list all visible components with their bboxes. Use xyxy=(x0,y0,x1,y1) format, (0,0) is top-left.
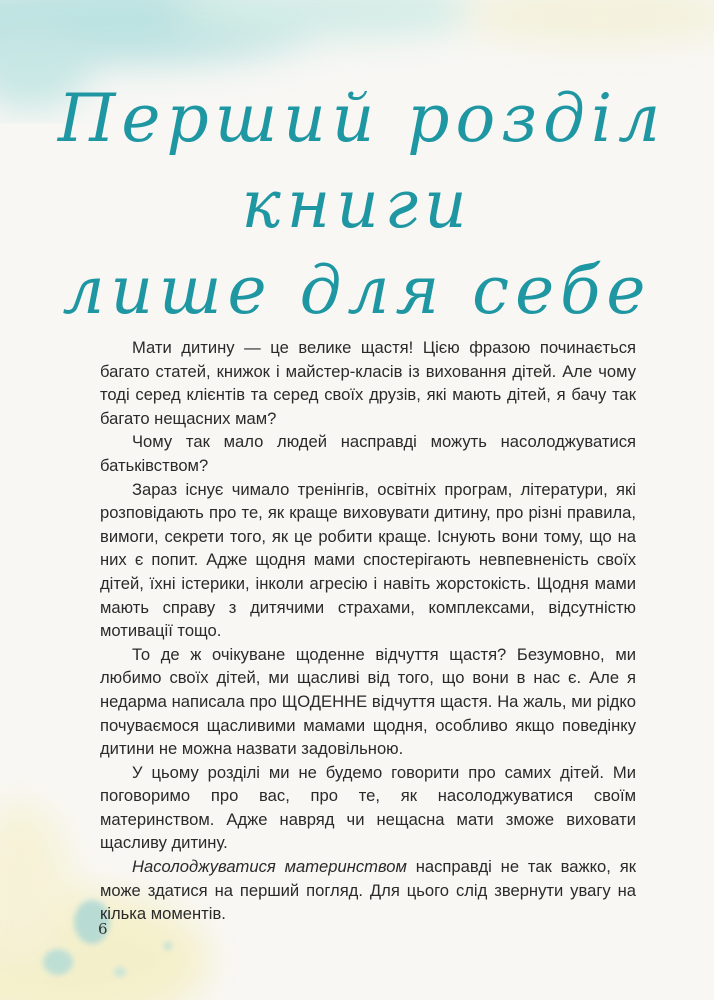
chapter-title xyxy=(0,76,714,334)
chapter-title-line-3: лише для себе xyxy=(62,252,652,329)
paragraph xyxy=(100,855,636,926)
paragraph: Мати дитину — це велике щастя! Цією фразою починається багато статей, книжок і майстер-класів із виховання дітей. Але чому тоді серед клієнтів та серед своїх друзів, які мають дітей, я бачу так багато нещасних мам? xyxy=(100,338,636,428)
paragraph: То де ж очікуване щоденне відчуття щастя? Безумовно, ми любимо своїх дітей, ми щасливі від того, що вони в нас є. Але я недарма написала про ЩОДЕННЕ відчуття щастя. На жаль, ми рідко почуваємося щасливими мамами щодня, особливо якщо поведінку дитини не можна назвати задовільною. xyxy=(100,644,636,759)
body-text xyxy=(100,336,636,926)
chapter-title-line-1: Перший розділ xyxy=(57,80,667,157)
paragraph: Зараз існує чимало тренінгів, освітніх програм, літератури, які розповідають про те, як краще виховувати дитину, про різні правила, вимоги, секрети того, як це робити краще. Існують вони тому, що на них є попит. Адже щодня мами спостерігають невпевненість своїх дітей, їхні істерики, інколи агресію і навіть жорстокість. Щодня мами мають справу з дитячими страхами, комплексами, відсутністю мотивації тощо. xyxy=(100,479,636,641)
paragraph: У цьому розділі ми не будемо говорити про самих дітей. Ми поговоримо про вас, про те, як насолоджуватися своїм материнством. Адже навряд чи нещасна мати зможе виховати щасливу дитину. xyxy=(100,762,636,853)
page-number: 6 xyxy=(98,920,108,938)
italic-phrase: Насолоджуватися материнством xyxy=(132,857,407,877)
chapter-title-line-2: книги xyxy=(241,166,473,243)
paragraph: Чому так мало людей насправді можуть насолоджуватися батьківством? xyxy=(100,432,636,475)
paragraph-rest: насправді не так важко, як може здатися на перший погляд. Для цього слід звернути увагу на кілька моментів. xyxy=(100,857,636,924)
